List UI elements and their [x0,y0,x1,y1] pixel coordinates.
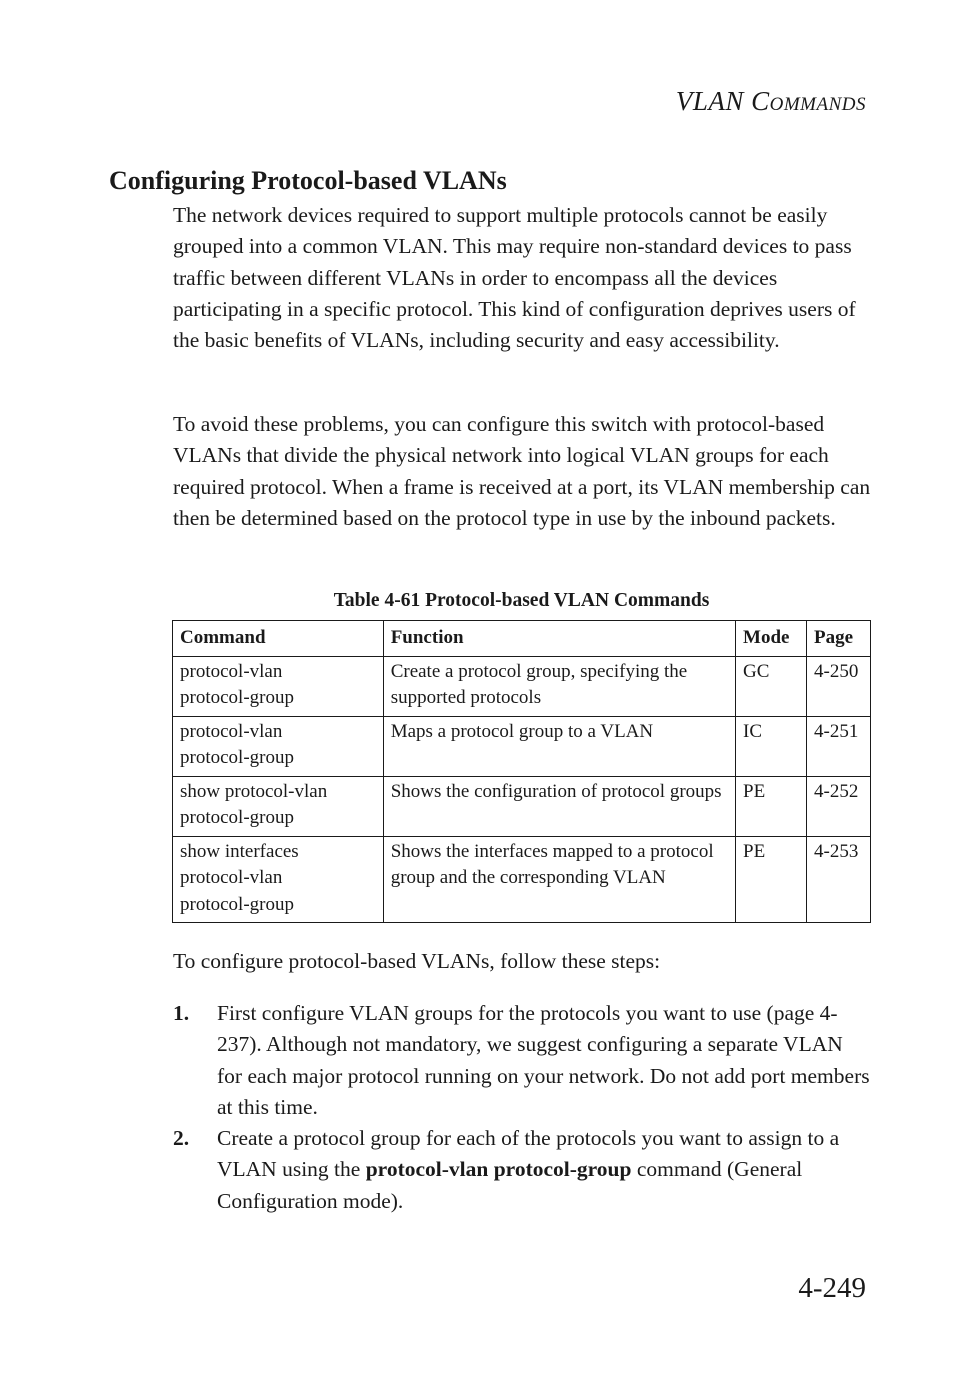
page-cell: 4-253 [807,836,871,923]
command-line: protocol-group [180,893,294,915]
intro-paragraph: The network devices required to support multiple protocols cannot be easily grouped into a common VLAN. This may require non-standard devices to pass traffic between different VLANs in order to encompass all the devices participating in a specific protocol. This kind of configuration deprives users of the basic benefits of VLANs, including security and easy accessibility. [173,203,856,353]
mode-cell: GC [736,656,807,716]
page-cell: 4-251 [807,716,871,776]
step-item [173,1123,873,1217]
command-line: show interfaces [180,840,299,862]
function-cell: Maps a protocol group to a VLAN [383,716,735,776]
step-text: First configure VLAN groups for the protocols you want to use (page 4-237). Although not mandatory, we suggest configuring a separate VLAN for each major protocol running on your network. Do not add port members at this time. [217,1001,870,1119]
step-number: 1. [173,1001,190,1025]
header-page: Page [807,621,871,657]
command-line: protocol-group [180,807,294,828]
step-number: 2. [173,1126,190,1151]
function-cell: Shows the interfaces mapped to a protocol group and the corresponding VLAN [383,836,735,923]
header-ommands: OMMANDS [769,94,866,115]
commands-table [172,620,871,923]
command-line: protocol-group [180,747,294,768]
table-row [173,656,871,716]
page-cell: 4-252 [807,776,871,836]
command-line: show protocol-vlan [180,780,328,802]
page-number: 4-249 [798,1272,866,1304]
command-cell [173,776,384,836]
command-cell [173,836,384,923]
steps-intro: To configure protocol-based VLANs, follow these steps: [173,949,661,973]
mode-cell: PE [736,836,807,923]
header-c: C [751,86,770,116]
table-header-row [173,621,871,657]
table-row [173,716,871,776]
command-line: protocol-vlan [180,660,283,682]
header-command: Command [173,621,384,657]
problem-paragraph: To avoid these problems, you can configure this switch with protocol-based VLANs that divide the physical network into logical VLAN groups for each required protocol. When a frame is received at a port, its VLAN membership can then be determined based on the protocol type in use by the inbound packets. [173,412,871,530]
step-text: command (General Configuration mode). [217,1157,803,1213]
command-line: protocol-vlan [180,867,283,888]
mode-cell: PE [736,776,807,836]
page-cell: 4-250 [807,656,871,716]
command-line: protocol-vlan [180,720,283,742]
table-row [173,836,871,923]
step-command: protocol-vlan protocol-group [365,1157,632,1182]
table-caption: Table 4-61 Protocol-based VLAN Commands [333,590,710,611]
mode-cell: IC [736,716,807,776]
steps-list [173,998,873,1217]
step-text: Create a protocol group for each of the protocols you want to assign to a VLAN using the [217,1126,840,1182]
step-item [173,998,873,1123]
command-cell [173,716,384,776]
command-cell [173,656,384,716]
function-cell: Create a protocol group, specifying the supported protocols [383,656,735,716]
table-row [173,776,871,836]
running-header [676,86,866,117]
section-title: Configuring Protocol-based VLANs [109,166,507,195]
header-mode: Mode [736,621,807,657]
function-cell: Shows the configuration of protocol groups [383,776,735,836]
header-function: Function [383,621,735,657]
command-line: protocol-group [180,687,294,708]
header-vlan: VLAN [675,86,744,116]
